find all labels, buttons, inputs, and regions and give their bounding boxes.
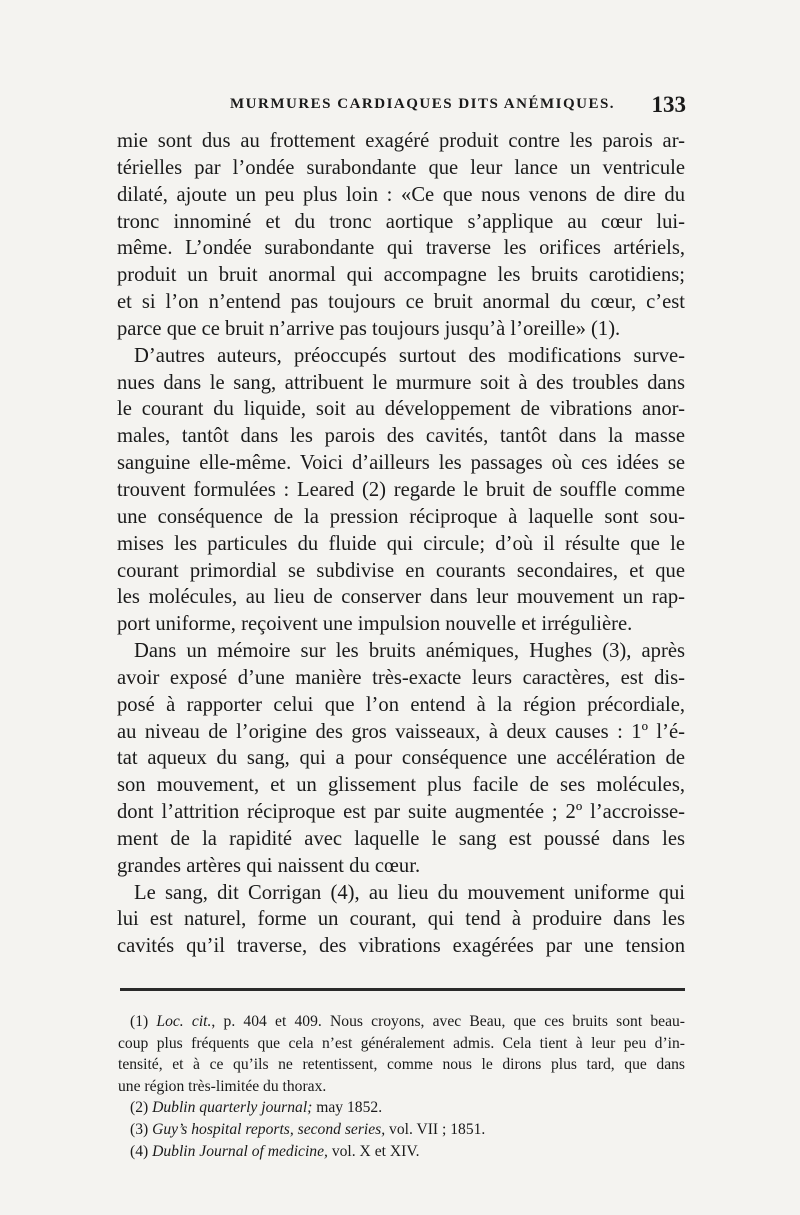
footnote-marker: (3): [130, 1120, 149, 1138]
footnote-2: [118, 1097, 685, 1119]
body-line: son mouvement, et un glissement plus facile de ses molécules,: [117, 774, 685, 797]
footnote-marker: (1): [130, 1013, 149, 1030]
body-line: tat aqueux du sang, qui a pour conséquence une accélération de: [117, 747, 685, 770]
body-line: grandes artères qui naissent du cœur.: [117, 854, 421, 877]
body-line: les molécules, au lieu de conserver dans leur mouvement un rap-: [117, 586, 685, 609]
body-line: mises les particules du fluide qui circule; d’où il résulte que le: [117, 532, 685, 555]
footnote-marker: (2): [130, 1099, 149, 1117]
body-line: ment de la rapidité avec laquelle le sang est poussé dans les: [117, 827, 685, 850]
running-title: MURMURES CARDIAQUES DITS ANÉMIQUES.: [230, 96, 616, 112]
body-line: parce que ce bruit n’arrive pas toujours jusqu’à l’oreille» (1).: [117, 317, 621, 340]
footnote-3: [118, 1119, 685, 1141]
footnote-text: vol. VII ; 1851.: [385, 1120, 486, 1138]
footnote-ref: Loc. cit.: [156, 1013, 212, 1030]
body-line: même. L’ondée surabondante qui traverse les orifices artériels,: [117, 237, 685, 260]
body-line: mie sont dus au frottement exagéré produit contre les parois ar-: [117, 130, 685, 152]
page-number: 133: [651, 92, 686, 117]
footnote-title: Dublin Journal of medicine,: [152, 1142, 328, 1160]
footnote-text: may 1852.: [312, 1099, 383, 1117]
footnote-title: Guy’s hospital reports, second series,: [152, 1120, 386, 1138]
footnote-text: vol. X et XIV.: [327, 1142, 420, 1160]
footnotes: [118, 1011, 685, 1162]
body-line: avoir exposé d’une manière très-exacte leurs caractères, est dis-: [117, 666, 685, 689]
body-line: Dans un mémoire sur les bruits anémiques, Hughes (3), après: [134, 640, 685, 663]
body-line: males, tantôt dans les parois des cavités, tantôt dans la masse: [117, 425, 685, 448]
running-head: [118, 92, 686, 122]
body-text: [117, 128, 685, 960]
body-line: courant primordial se subdivise en courants secondaires, et que: [117, 559, 685, 582]
body-line: port uniforme, reçoivent une impulsion nouvelle et irrégulière.: [117, 613, 633, 636]
body-line: une conséquence de la pression réciproque à laquelle sont sou-: [117, 505, 685, 528]
body-line: produit un bruit anormal qui accompagne les bruits carotidiens;: [117, 264, 685, 287]
body-line: nues dans le sang, attribuent le murmure soit à des troubles dans: [117, 371, 685, 394]
body-line: dont l’attrition réciproque est par suite augmentée ; 2º l’accroisse-: [117, 801, 685, 824]
body-line: trouvent formulées : Leared (2) regarde le bruit de souffle comme: [117, 478, 685, 501]
body-line: D’autres auteurs, préoccupés surtout des modifications surve-: [134, 344, 685, 367]
footnote-title: Dublin quarterly journal;: [152, 1099, 313, 1117]
body-line: cavités qu’il traverse, des vibrations exagérées par une tension: [117, 935, 685, 958]
footnote-rule: [120, 988, 685, 991]
footnote-marker: (4): [130, 1142, 149, 1160]
body-line: posé à rapporter celui que l’on entend à la région précordiale,: [117, 693, 685, 716]
body-line: le courant du liquide, soit au développement de vibrations anor-: [117, 398, 685, 421]
body-line: au niveau de l’origine des gros vaisseaux, à deux causes : 1º l’é-: [117, 720, 685, 743]
footnote-line: une région très-limitée du thorax.: [118, 1077, 327, 1095]
body-line: Le sang, dit Corrigan (4), au lieu du mouvement uniforme qui: [134, 881, 685, 904]
body-line: dilaté, ajoute un peu plus loin : «Ce que nous venons de dire du: [117, 183, 685, 206]
footnote-text: , p. 404 et 409. Nous croyons, avec Beau, que ces bruits sont beau-: [211, 1013, 685, 1030]
footnote-1: [118, 1011, 685, 1033]
body-line: tronc innominé et du tronc aortique s’applique au cœur lui-: [117, 210, 685, 233]
footnote-line: coup plus fréquents que cela n’est généralement admis. Cela tient à leur peu d’in-: [118, 1034, 685, 1052]
body-line: et si l’on n’entend pas toujours ce bruit anormal du cœur, c’est: [117, 291, 685, 314]
body-line: sanguine elle-même. Voici d’ailleurs les passages où ces idées se: [117, 452, 685, 475]
body-line: térielles par l’ondée surabondante que leur lance un ventricule: [117, 156, 685, 179]
body-line: lui est naturel, forme un courant, qui tend à produire dans les: [117, 908, 685, 931]
footnote-line: tensité, et à ce qu’ils ne retentissent, comme nous le dirons plus tard, que dans: [118, 1056, 685, 1074]
footnote-4: [118, 1141, 685, 1163]
